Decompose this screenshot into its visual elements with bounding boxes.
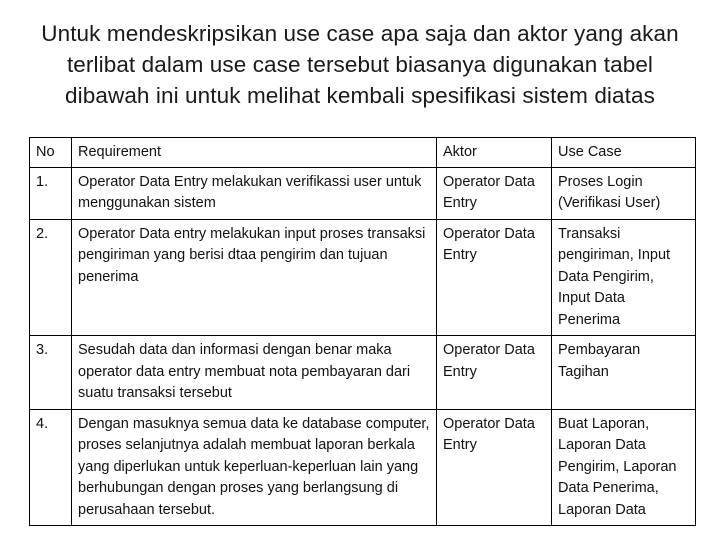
table-row [30,219,696,336]
aktor-cell: Operator Data Entry [437,219,552,336]
requirement-cell: Dengan masuknya semua data ke database computer, proses selanjutnya adalah membuat laporan berkala yang diperlukan untuk keperluan-keperluan lain yang berhubungan dengan proses yang berlangsung di perusahaan tersebut. [72,409,437,526]
aktor-cell: Operator Data Entry [437,167,552,219]
aktor-cell: Operator Data Entry [437,409,552,526]
page-heading [20,18,700,111]
heading-line-2: terlibat dalam use case tersebut biasanya digunakan tabel [66,52,654,77]
header-requirement: Requirement [72,138,437,168]
row-number: 2. [30,219,72,336]
row-number: 3. [30,336,72,410]
use-case-specification-table [29,137,696,526]
use-case-cell: Proses Login (Verifikasi User) [552,167,696,219]
use-case-cell: Pembayaran Tagihan [552,336,696,410]
requirement-cell: Sesudah data dan informasi dengan benar maka operator data entry membuat nota pembayaran dari suatu transaksi tersebut [72,336,437,410]
header-no: No [30,138,72,168]
use-case-cell: Transaksi pengiriman, Input Data Pengirim, Input Data Penerima [552,219,696,336]
table-row [30,409,696,526]
table-row [30,336,696,410]
requirement-cell: Operator Data Entry melakukan verifikassi user untuk menggunakan sistem [72,167,437,219]
aktor-cell: Operator Data Entry [437,336,552,410]
heading-line-3: dibawah ini untuk melihat kembali spesifikasi sistem diatas [65,83,655,108]
table-row [30,167,696,219]
row-number: 1. [30,167,72,219]
table-header-row [30,138,696,168]
header-use-case: Use Case [552,138,696,168]
requirement-cell: Operator Data entry melakukan input proses transaksi pengiriman yang berisi dtaa pengirim dan tujuan penerima [72,219,437,336]
use-case-cell: Buat Laporan, Laporan Data Pengirim, Laporan Data Penerima, Laporan Data [552,409,696,526]
heading-line-1: Untuk mendeskripsikan use case apa saja dan aktor yang akan [41,21,679,46]
header-aktor: Aktor [437,138,552,168]
row-number: 4. [30,409,72,526]
